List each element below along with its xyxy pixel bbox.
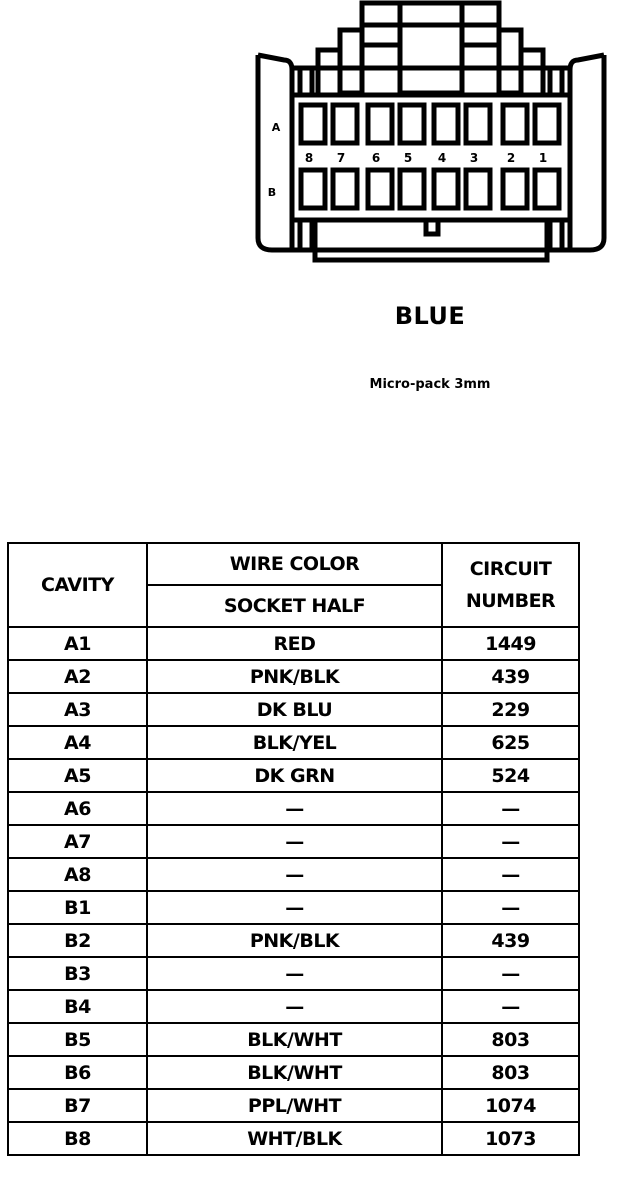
- table-row: [8, 759, 579, 792]
- pin-cavity-b8: [301, 170, 325, 208]
- cavity-cell: A6: [8, 792, 147, 825]
- circuit-number-cell: —: [442, 858, 579, 891]
- pin-cavity-b3: [466, 170, 490, 208]
- header-socket-half: SOCKET HALF: [147, 585, 442, 627]
- cavity-cell: B2: [8, 924, 147, 957]
- header-circuit-line2: NUMBER: [465, 590, 556, 612]
- wire-color-cell: RED: [147, 627, 442, 660]
- cavity-cell: B3: [8, 957, 147, 990]
- pin-cavity-a5: [400, 105, 424, 143]
- cavity-cell: B1: [8, 891, 147, 924]
- table-row: [8, 858, 579, 891]
- circuit-number-cell: 524: [442, 759, 579, 792]
- pinout-table-body: [8, 627, 579, 1155]
- pin-number-label: 7: [336, 151, 346, 165]
- circuit-number-cell: 625: [442, 726, 579, 759]
- pin-cavity-b5: [400, 170, 424, 208]
- wire-color-cell: —: [147, 957, 442, 990]
- cavity-cell: A5: [8, 759, 147, 792]
- wire-color-cell: —: [147, 891, 442, 924]
- wire-color-cell: BLK/YEL: [147, 726, 442, 759]
- wire-color-cell: —: [147, 858, 442, 891]
- pin-number-label: 2: [506, 151, 516, 165]
- pin-number-label: 8: [304, 151, 314, 165]
- pin-number-label: 3: [469, 151, 479, 165]
- row-label-b: B: [267, 186, 277, 199]
- table-row: [8, 1056, 579, 1089]
- pin-cavity-b7: [333, 170, 357, 208]
- circuit-number-cell: 803: [442, 1056, 579, 1089]
- pin-cavity-a4: [434, 105, 458, 143]
- pin-number-label: 5: [403, 151, 413, 165]
- header-circuit-number: [442, 543, 579, 627]
- pin-cavity-b4: [434, 170, 458, 208]
- pin-cavity-a3: [466, 105, 490, 143]
- wire-color-cell: —: [147, 825, 442, 858]
- table-row: [8, 924, 579, 957]
- wire-color-cell: WHT/BLK: [147, 1122, 442, 1155]
- wire-color-cell: BLK/WHT: [147, 1023, 442, 1056]
- circuit-number-cell: —: [442, 792, 579, 825]
- pin-cavity-b2: [503, 170, 527, 208]
- pin-cavity-b1: [535, 170, 559, 208]
- circuit-number-cell: 1073: [442, 1122, 579, 1155]
- cavity-cell: A8: [8, 858, 147, 891]
- table-row: [8, 891, 579, 924]
- wire-color-cell: DK BLU: [147, 693, 442, 726]
- table-row: [8, 990, 579, 1023]
- table-row: [8, 693, 579, 726]
- header-wire-color: WIRE COLOR: [147, 543, 442, 585]
- pin-cavity-b6: [368, 170, 392, 208]
- table-row: [8, 726, 579, 759]
- wire-color-cell: PPL/WHT: [147, 1089, 442, 1122]
- circuit-number-cell: 439: [442, 660, 579, 693]
- circuit-number-cell: 229: [442, 693, 579, 726]
- cavity-cell: B8: [8, 1122, 147, 1155]
- table-row: [8, 1122, 579, 1155]
- wire-color-cell: PNK/BLK: [147, 660, 442, 693]
- pin-cavity-a8: [301, 105, 325, 143]
- pin-number-label: 4: [437, 151, 447, 165]
- pin-cavity-a2: [503, 105, 527, 143]
- connector-color-label: BLUE: [394, 302, 466, 330]
- cavity-cell: A4: [8, 726, 147, 759]
- table-row: [8, 1023, 579, 1056]
- cavity-cell: B5: [8, 1023, 147, 1056]
- wire-color-cell: —: [147, 792, 442, 825]
- cavity-cell: A3: [8, 693, 147, 726]
- circuit-number-cell: —: [442, 957, 579, 990]
- table-row: [8, 825, 579, 858]
- header-cavity: CAVITY: [8, 543, 147, 627]
- circuit-number-cell: 803: [442, 1023, 579, 1056]
- connector-housing: [258, 3, 604, 260]
- table-row: [8, 627, 579, 660]
- cavity-cell: A7: [8, 825, 147, 858]
- connector-diagram: [0, 0, 624, 290]
- wire-color-cell: DK GRN: [147, 759, 442, 792]
- pin-cavity-a6: [368, 105, 392, 143]
- cavity-cell: B6: [8, 1056, 147, 1089]
- wire-color-cell: —: [147, 990, 442, 1023]
- cavity-cell: B4: [8, 990, 147, 1023]
- cavity-cell: B7: [8, 1089, 147, 1122]
- circuit-number-cell: —: [442, 891, 579, 924]
- circuit-number-cell: 1074: [442, 1089, 579, 1122]
- table-row: [8, 792, 579, 825]
- cavity-cell: A2: [8, 660, 147, 693]
- connector-type-label: Micro-pack 3mm: [369, 377, 491, 392]
- table-row: [8, 660, 579, 693]
- header-circuit-line1: CIRCUIT: [469, 558, 552, 580]
- row-label-a: A: [271, 121, 281, 134]
- pin-number-label: 6: [371, 151, 381, 165]
- circuit-number-cell: 439: [442, 924, 579, 957]
- pin-labels: [305, 151, 547, 165]
- pinout-table: [7, 542, 580, 1156]
- pin-cavity-a7: [333, 105, 357, 143]
- pin-number-label: 1: [538, 151, 548, 165]
- wire-color-cell: BLK/WHT: [147, 1056, 442, 1089]
- cavity-cell: A1: [8, 627, 147, 660]
- table-row: [8, 957, 579, 990]
- wire-color-cell: PNK/BLK: [147, 924, 442, 957]
- pin-cavity-a1: [535, 105, 559, 143]
- circuit-number-cell: —: [442, 990, 579, 1023]
- circuit-number-cell: —: [442, 825, 579, 858]
- circuit-number-cell: 1449: [442, 627, 579, 660]
- table-row: [8, 1089, 579, 1122]
